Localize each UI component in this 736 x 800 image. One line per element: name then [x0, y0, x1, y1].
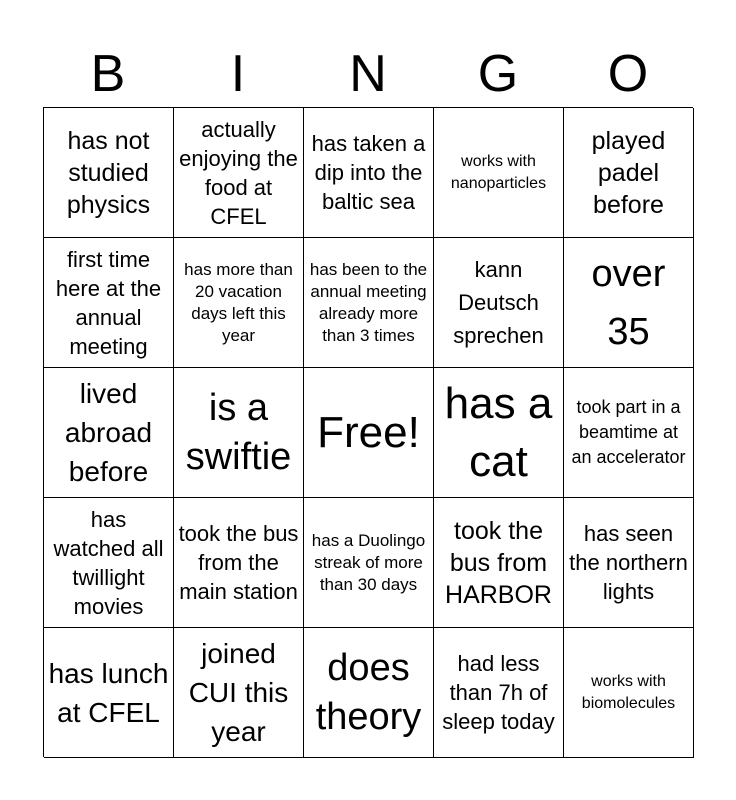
bingo-cell[interactable] — [434, 628, 564, 758]
cell-text: joined CUI this year — [188, 638, 289, 747]
bingo-cell[interactable] — [564, 498, 694, 628]
header-letter-n: N — [349, 45, 387, 103]
cell-text: over 35 — [591, 252, 666, 353]
bingo-cell[interactable] — [44, 108, 174, 238]
cell-text: took the bus from HARBOR — [445, 516, 552, 609]
cell-text: had less than 7h of sleep today — [442, 651, 555, 734]
cell-text: actually enjoying the food at CFEL — [179, 116, 298, 229]
bingo-cell[interactable] — [174, 238, 304, 368]
bingo-cell[interactable] — [44, 368, 174, 498]
bingo-cell[interactable] — [434, 238, 564, 368]
cell-text: has lunch at CFEL — [48, 657, 169, 728]
bingo-cell[interactable] — [564, 628, 694, 758]
cell-text: has watched all twillight movies — [53, 506, 164, 619]
cell-text: has more than 20 vacation days left this year — [184, 259, 293, 345]
bingo-cell[interactable] — [304, 108, 434, 238]
cell-text: has been to the annual meeting already more than 3 times — [309, 259, 428, 345]
header-letter-g: G — [477, 45, 519, 103]
cell-text: has seen the northern lights — [569, 521, 688, 604]
cell-text: has taken a dip into the baltic sea — [311, 131, 426, 214]
cell-text: took the bus from the main station — [178, 521, 299, 604]
bingo-cell[interactable] — [564, 108, 694, 238]
cell-text: has not studied physics — [66, 126, 151, 219]
cell-text: has a cat — [444, 378, 553, 486]
cell-text: first time here at the annual meeting — [55, 246, 162, 359]
cell-text: works with nanoparticles — [450, 152, 547, 192]
header-letter-i: I — [230, 45, 246, 103]
cell-text: Free! — [317, 407, 420, 457]
bingo-cell[interactable] — [44, 498, 174, 628]
bingo-cell[interactable] — [174, 368, 304, 498]
bingo-cell[interactable] — [174, 628, 304, 758]
cell-text: has a Duolingo streak of more than 30 days — [311, 530, 426, 594]
bingo-cell[interactable] — [434, 368, 564, 498]
bingo-cell[interactable] — [564, 238, 694, 368]
bingo-cell[interactable] — [434, 498, 564, 628]
bingo-cell[interactable] — [564, 368, 694, 498]
bingo-card — [43, 107, 693, 757]
bingo-header — [43, 40, 693, 108]
bingo-cell[interactable] — [174, 498, 304, 628]
bingo-cell[interactable] — [44, 628, 174, 758]
bingo-cell[interactable] — [304, 498, 434, 628]
free-space[interactable] — [304, 368, 434, 498]
cell-text: is a swiftie — [185, 386, 292, 478]
header-letter-b: B — [90, 45, 126, 103]
cell-text: lived abroad before — [64, 378, 153, 487]
bingo-cell[interactable] — [174, 108, 304, 238]
cell-text: played padel before — [591, 126, 666, 219]
bingo-cell[interactable] — [44, 238, 174, 368]
cell-text: does theory — [315, 646, 422, 738]
cell-text: kann Deutsch sprechen — [453, 257, 544, 348]
cell-text: took part in a beamtime at an accelerator — [571, 397, 686, 467]
bingo-cell[interactable] — [434, 108, 564, 238]
header-letter-o: O — [607, 45, 649, 103]
bingo-cell[interactable] — [304, 238, 434, 368]
bingo-cell[interactable] — [304, 628, 434, 758]
cell-text: works with biomolecules — [581, 672, 676, 712]
